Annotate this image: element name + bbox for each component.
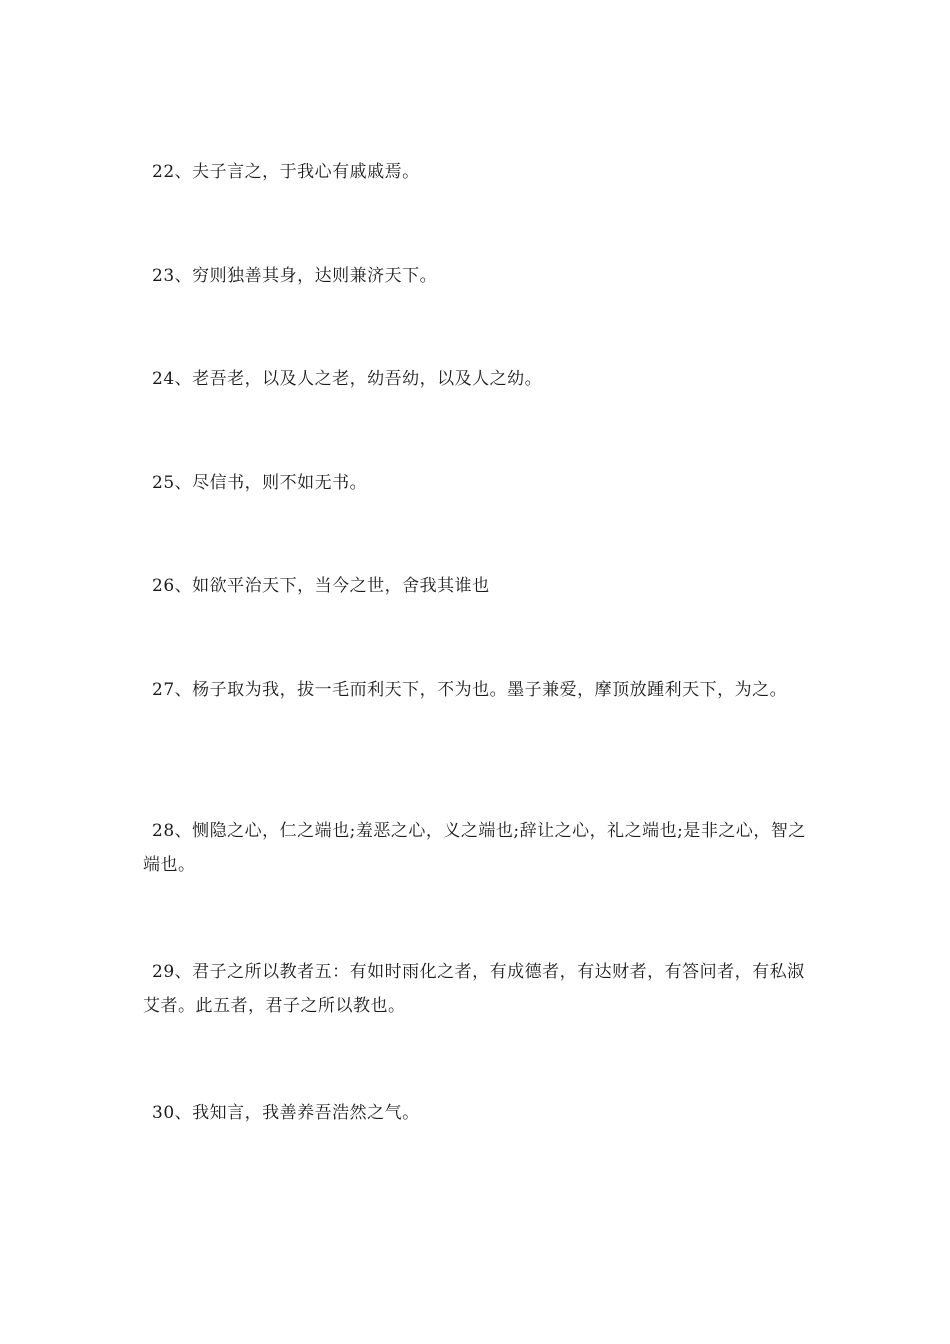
quote-paragraph-29: 29、君子之所以教者五：有如时雨化之者，有成德者，有达财者，有答问者，有私淑艾者。此五者，君子之所以教也。 bbox=[143, 962, 805, 1016]
quote-paragraph-23: 23、穷则独善其身，达则兼济天下。 bbox=[152, 266, 438, 286]
quote-paragraph-26: 26、如欲平治天下，当今之世，舍我其谁也 bbox=[152, 576, 490, 596]
quote-paragraph-25: 25、尽信书，则不如无书。 bbox=[152, 473, 368, 493]
quote-paragraph-22: 22、夫子言之，于我心有戚戚焉。 bbox=[152, 162, 420, 182]
quote-paragraph-24: 24、老吾老，以及人之老，幼吾幼，以及人之幼。 bbox=[152, 369, 543, 389]
quote-paragraph-30: 30、我知言，我善养吾浩然之气。 bbox=[152, 1103, 420, 1123]
quote-paragraph-28: 28、恻隐之心，仁之端也;羞恶之心，义之端也;辞让之心，礼之端也;是非之心，智之端也。 bbox=[143, 821, 806, 875]
quote-paragraph-27: 27、杨子取为我，拔一毛而利天下，不为也。墨子兼爱，摩顶放踵利天下，为之。 bbox=[152, 680, 788, 700]
